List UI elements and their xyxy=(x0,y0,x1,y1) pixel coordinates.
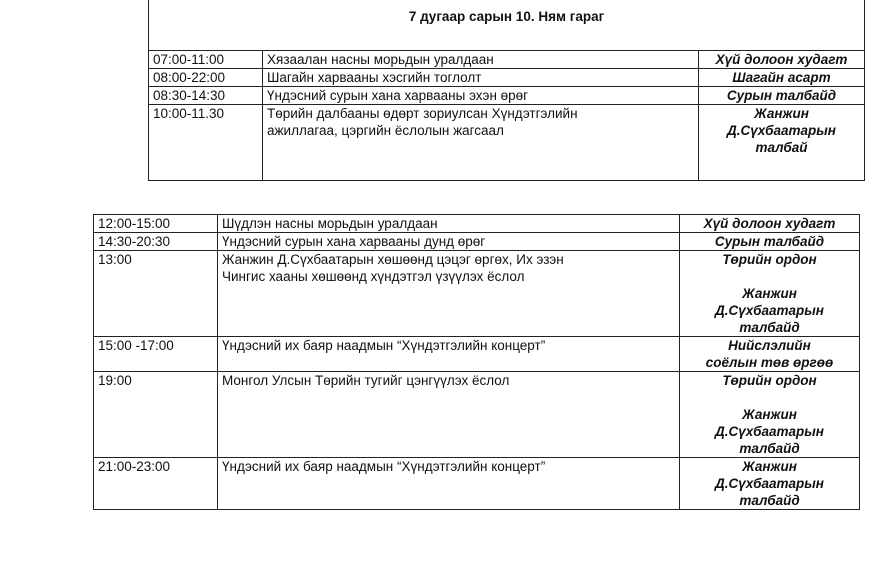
location-cell xyxy=(699,51,865,69)
location-text: талбай xyxy=(755,140,808,155)
table-row xyxy=(94,233,860,251)
location-text: Д.Сүхбаатарын xyxy=(715,303,824,318)
time-cell: 08:00-22:00 xyxy=(149,69,263,87)
time-cell: 07:00-11:00 xyxy=(149,51,263,69)
table-row xyxy=(94,458,860,510)
location-cell xyxy=(680,233,860,251)
location-cell xyxy=(680,215,860,233)
location-text xyxy=(684,389,855,406)
location-text: Сурын талбайд xyxy=(726,88,837,103)
location-text: талбайд xyxy=(739,441,800,456)
event-cell xyxy=(263,105,699,181)
location-text: Жанжин xyxy=(742,407,797,422)
location-cell xyxy=(699,105,865,181)
event-cell xyxy=(218,233,680,251)
location-text: Төрийн ордон xyxy=(722,252,817,267)
day-title-row xyxy=(149,0,865,51)
event-text: Монгол Улсын Төрийн тугийг цэнгүүлэх ёслол xyxy=(222,373,510,388)
table-row xyxy=(149,69,865,87)
event-text: Үндэсний сурын хана харвааны эхэн өрөг xyxy=(267,88,529,103)
event-cell xyxy=(218,372,680,458)
location-text: Д.Сүхбаатарын xyxy=(727,123,836,138)
location-text: Шагайн асарт xyxy=(732,70,831,85)
schedule-table-2 xyxy=(93,214,860,510)
time-cell: 13:00 xyxy=(94,251,218,337)
schedule-table-1 xyxy=(148,0,865,181)
event-text: Үндэсний их баяр наадмын “Хүндэтгэлийн концерт” xyxy=(222,338,546,353)
time-cell: 10:00-11.30 xyxy=(149,105,263,181)
time-cell: 08:30-14:30 xyxy=(149,87,263,105)
location-text: талбайд xyxy=(739,493,800,508)
table-row xyxy=(94,215,860,233)
location-text: Жанжин xyxy=(742,459,797,474)
time-cell: 15:00 -17:00 xyxy=(94,337,218,372)
location-text: Д.Сүхбаатарын xyxy=(715,476,824,491)
time-cell: 21:00-23:00 xyxy=(94,458,218,510)
table-row xyxy=(149,87,865,105)
table-row xyxy=(149,51,865,69)
table-row xyxy=(149,105,865,181)
location-text: Жанжин xyxy=(754,106,809,121)
location-text: соёлын төв өргөө xyxy=(705,355,834,370)
table-row xyxy=(94,372,860,458)
event-text: Шүдлэн насны морьдын уралдаан xyxy=(222,216,438,231)
location-text: Хүй долоон худагт xyxy=(715,52,848,67)
event-text: Чингис хааны хөшөөнд хүндэтгэл үзүүлэх ёслол xyxy=(222,269,525,284)
event-cell xyxy=(218,337,680,372)
event-cell xyxy=(218,458,680,510)
location-cell xyxy=(680,372,860,458)
location-text: Д.Сүхбаатарын xyxy=(715,424,824,439)
location-text: Төрийн ордон xyxy=(722,373,817,388)
location-text: Сурын талбайд xyxy=(714,234,825,249)
location-cell xyxy=(699,87,865,105)
location-text: Жанжин xyxy=(742,286,797,301)
event-cell xyxy=(263,69,699,87)
location-text: Нийслэлийн xyxy=(728,338,811,353)
location-text: Хүй долоон худагт xyxy=(703,216,836,231)
location-text xyxy=(684,268,855,285)
location-cell xyxy=(699,69,865,87)
location-text: талбайд xyxy=(739,320,800,335)
table-row xyxy=(94,251,860,337)
event-text: Үндэсний сурын хана харвааны дунд өрөг xyxy=(222,234,486,249)
event-text: Үндэсний их баяр наадмын “Хүндэтгэлийн концерт” xyxy=(222,459,546,474)
event-cell xyxy=(218,215,680,233)
event-cell xyxy=(218,251,680,337)
event-text: Жанжин Д.Сүхбаатарын хөшөөнд цэцэг өргөх, Их эзэн xyxy=(222,252,564,267)
day-title: 7 дугаар сарын 10. Ням гараг xyxy=(149,0,865,51)
location-cell xyxy=(680,337,860,372)
table-row xyxy=(94,337,860,372)
location-cell xyxy=(680,251,860,337)
event-text: ажиллагаа, цэргийн ёслолын жагсаал xyxy=(267,123,504,138)
event-text: Төрийн далбааны өдөрт зориулсан Хүндэтгэлийн xyxy=(267,106,578,121)
event-cell xyxy=(263,51,699,69)
event-text: Хязаалан насны морьдын уралдаан xyxy=(267,52,494,67)
time-cell: 14:30-20:30 xyxy=(94,233,218,251)
location-cell xyxy=(680,458,860,510)
time-cell: 19:00 xyxy=(94,372,218,458)
time-cell: 12:00-15:00 xyxy=(94,215,218,233)
event-text: Шагайн харвааны хэсгийн тоглолт xyxy=(267,70,482,85)
event-cell xyxy=(263,87,699,105)
